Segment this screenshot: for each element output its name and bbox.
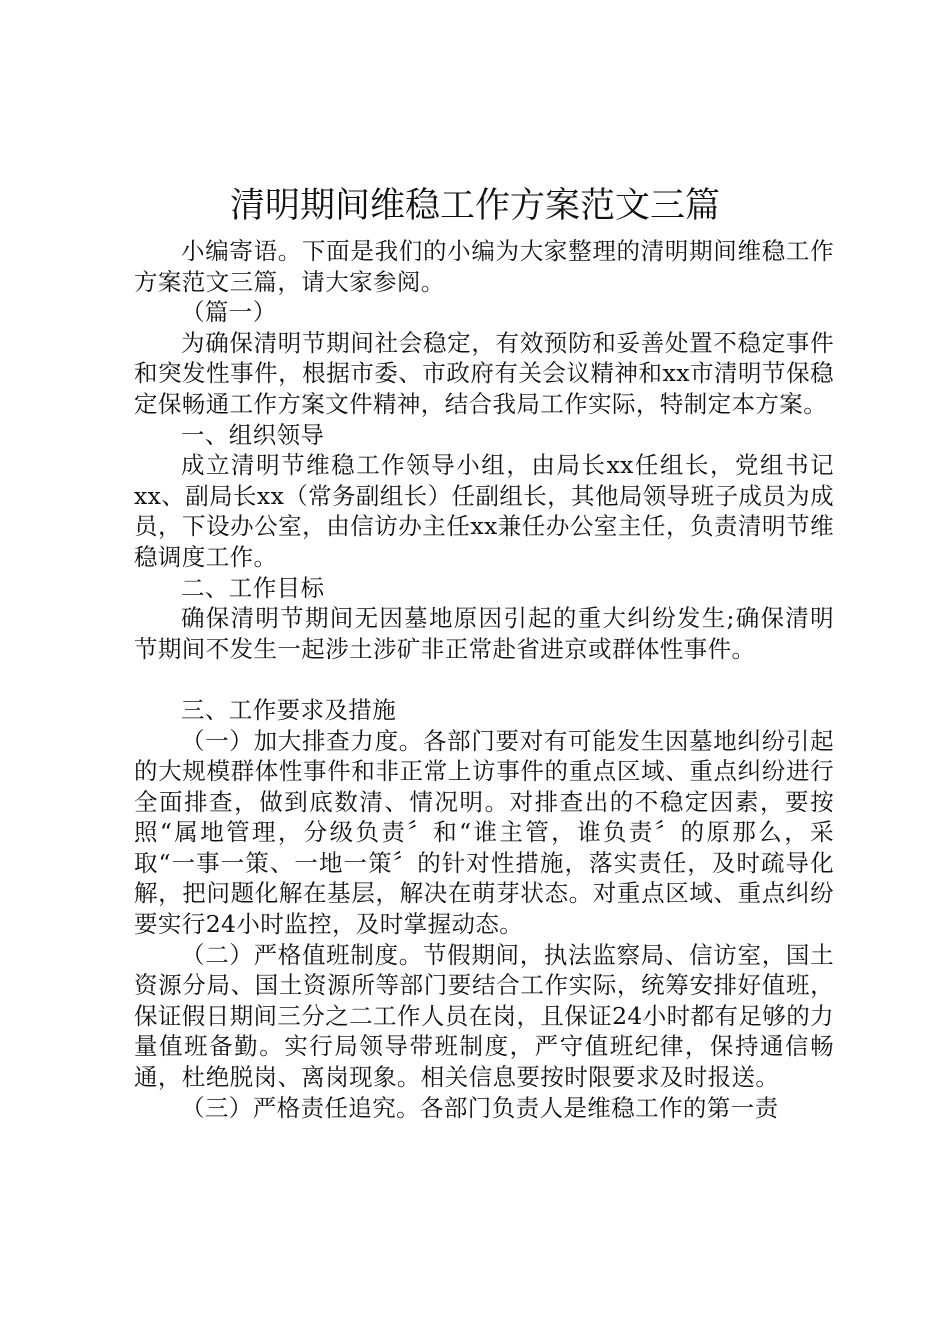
section-label-part-one: （篇一）	[181, 298, 277, 327]
heading-requirements: 三、工作要求及措施	[181, 695, 397, 724]
document-body	[134, 236, 834, 1123]
document-title: 清明期间维稳工作方案范文三篇	[229, 186, 720, 226]
measure-accountability-paragraph: （三）严格责任追究。各部门负责人是维稳工作的第一责	[181, 1093, 779, 1122]
heading-organization: 一、组织领导	[181, 420, 325, 449]
intro-paragraph: 小编寄语。下面是我们的小编为大家整理的清明期间维稳工作方案范文三篇，请大家参阅。	[134, 237, 834, 296]
measure-duty-paragraph: （二）严格值班制度。节假期间，执法监察局、信访室，国土资源分局、国土资源所等部门要结合工作实际，统筹安排好值班，保证假日期间三分之二工作人员在岗，且保证24小时都有足够的力量值班备勤。实行局领导带班制度，严守值班纪律，保持通信畅通，杜绝脱岗、离岗现象。相关信息要按时限要求及时报送。	[134, 940, 834, 1092]
purpose-paragraph: 为确保清明节期间社会稳定，有效预防和妥善处置不稳定事件和突发性事件，根据市委、市政府有关会议精神和xx市清明节保稳定保畅通工作方案文件精神，结合我局工作实际，特制定本方案。	[134, 328, 834, 418]
heading-goals: 二、工作目标	[181, 573, 325, 602]
organization-paragraph: 成立清明节维稳工作领导小组，由局长xx任组长，党组书记xx、副局长xx（常务副组长）任副组长，其他局领导班子成员为成员，下设办公室，由信访办主任xx兼任办公室主任，负责清明节维稳调度工作。	[134, 451, 834, 571]
measure-investigation-paragraph: （一）加大排查力度。各部门要对有可能发生因墓地纠纷引起的大规模群体性事件和非正常上访事件的重点区域、重点纠纷进行全面排查，做到底数清、情况明。对排查出的不稳定因素，要按照“属地管理，分级负责〞和“谁主管，谁负责〞的原那么，采取“一事一策、一地一策〞的针对性措施，落实责任，及时疏导化解，把问题化解在基层，解决在萌芽状态。对重点区域、重点纠纷要实行24小时监控，及时掌握动态。	[134, 726, 834, 939]
goals-paragraph: 确保清明节期间无因墓地原因引起的重大纠纷发生;确保清明节期间不发生一起涉土涉矿非正常赴省进京或群体性事件。	[134, 604, 834, 663]
